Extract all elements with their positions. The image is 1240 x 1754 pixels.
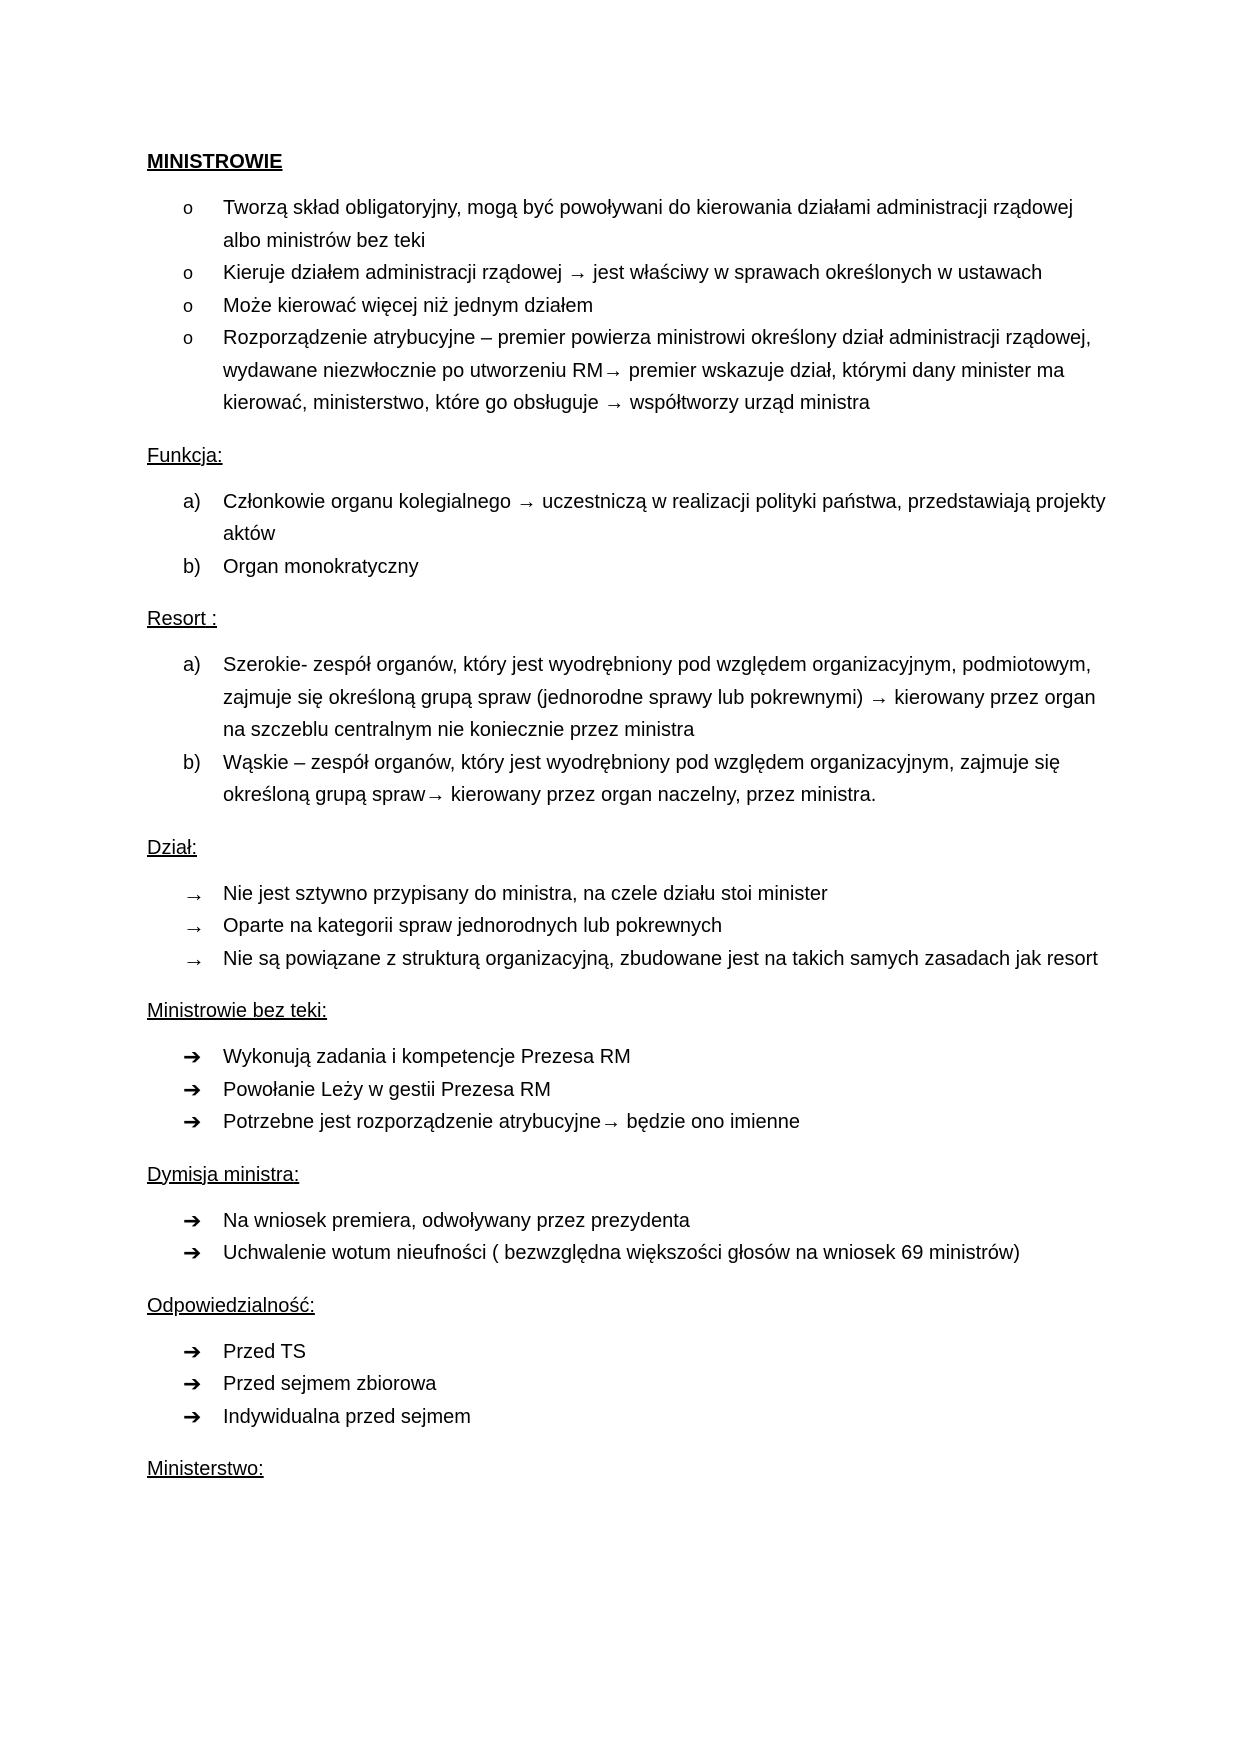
dymisja-list (147, 1205, 1107, 1270)
page-title: MINISTROWIE (147, 151, 283, 173)
list-item-text: Nie są powiązane z strukturą organizacyjną, zbudowane jest na takich samych zasadach jak resort (223, 947, 1098, 970)
list-item (147, 322, 1107, 420)
document-content (147, 146, 1107, 1499)
odpowiedzialnosc-list (147, 1336, 1107, 1434)
list-item-text: Organ monokratyczny (223, 555, 419, 578)
list-item-text: Potrzebne jest rozporządzenie atrybucyjne→ będzie ono imienne (223, 1111, 801, 1133)
list-item (147, 1074, 1107, 1107)
list-item (147, 1368, 1107, 1401)
section-heading-resort: Resort : (147, 608, 218, 630)
bold-arrow-right-icon: ➔ (183, 1371, 202, 1396)
arrow-right-icon: → (183, 880, 205, 906)
section-heading-odpowiedzialnosc: Odpowiedzialność: (147, 1294, 315, 1317)
section-heading-funkcja: Funkcja: (147, 444, 223, 467)
intro-list (147, 192, 1107, 420)
circle-bullet-icon: o (183, 263, 194, 283)
circle-bullet-icon: o (183, 295, 194, 316)
list-item-text: Na wniosek premiera, odwoływany przez prezydenta (223, 1209, 690, 1232)
bold-arrow-right-icon: ➔ (183, 1240, 202, 1265)
list-item-text: Wąskie – zespół organów, który jest wyodrębniony pod względem organizacyjnym, zajmuje się określoną grupą spraw→ kierowany przez organ naczelny, przez ministra. (223, 751, 1061, 806)
list-item (147, 943, 1107, 976)
dzial-list (147, 878, 1107, 976)
arrow-right-icon: → (183, 945, 205, 971)
list-item-text: Nie jest sztywno przypisany do ministra, na czele działu stoi minister (223, 882, 828, 905)
bold-arrow-right-icon: ➔ (183, 1076, 202, 1102)
circle-bullet-icon: o (183, 198, 194, 218)
list-item-text: Może kierować więcej niż jednym działem (223, 294, 594, 317)
circle-bullet-icon: o (183, 328, 194, 348)
list-letter: a) (183, 654, 201, 676)
list-item-text: Oparte na kategorii spraw jednorodnych lub pokrewnych (223, 915, 723, 937)
list-item (147, 649, 1107, 747)
list-item (147, 1237, 1107, 1270)
section-heading-dzial: Dział: (147, 836, 198, 859)
list-item-text: Szerokie- zespół organów, który jest wyodrębniony pod względem organizacyjnym, podmiotowym, zajmuje się określoną grupą spraw (jednorodne sprawy lub pokrewnymi) → kierowany przez organ na szczeblu centralnym nie koniecznie przez ministra (223, 654, 1096, 741)
bold-arrow-right-icon: ➔ (183, 1109, 202, 1134)
list-item (147, 257, 1107, 290)
list-item-text: Kieruje działem administracji rządowej → jest właściwy w sprawach określonych w ustawach (223, 262, 1043, 284)
list-item-text: Rozporządzenie atrybucyjne – premier powierza ministrowi określony dział administracji rządowej, wydawane niezwłocznie po utworzeniu RM→ premier wskazuje dział, którymi dany minister ma kierować, ministerstwo, które go obsługuje → współtworzy urząd ministra (223, 327, 1092, 414)
list-item (147, 290, 1107, 323)
list-letter: b) (183, 751, 201, 774)
funkcja-list (147, 486, 1107, 584)
bold-arrow-right-icon: ➔ (183, 1403, 202, 1429)
arrow-right-icon: → (183, 913, 205, 938)
section-heading-ministerstwo: Ministerstwo: (147, 1458, 264, 1480)
list-item-text: Uchwalenie wotum nieufności ( bezwzględna większości głosów na wniosek 69 ministrów) (223, 1242, 1021, 1264)
list-item (147, 486, 1107, 551)
list-item (147, 1336, 1107, 1369)
list-item (147, 747, 1107, 812)
list-item-text: Wykonują zadania i kompetencje Prezesa RM (223, 1046, 631, 1068)
list-item (147, 910, 1107, 943)
bold-arrow-right-icon: ➔ (183, 1044, 202, 1069)
bold-arrow-right-icon: ➔ (183, 1207, 202, 1233)
section-heading-ministrowie-bez-teki: Ministrowie bez teki: (147, 1000, 328, 1022)
list-item (147, 1401, 1107, 1434)
list-item (147, 1106, 1107, 1139)
list-item-text: Przed TS (223, 1340, 306, 1363)
resort-list (147, 649, 1107, 812)
bez-teki-list (147, 1041, 1107, 1139)
list-letter: a) (183, 490, 201, 513)
list-item-text: Członkowie organu kolegialnego → uczestniczą w realizacji polityki państwa, przedstawiają projekty aktów (223, 490, 1106, 545)
list-item (147, 1041, 1107, 1074)
list-item (147, 192, 1107, 257)
list-letter: b) (183, 555, 201, 578)
bold-arrow-right-icon: ➔ (183, 1338, 202, 1364)
list-item-text: Tworzą skład obligatoryjny, mogą być powoływani do kierowania działami administracji rządowej albo ministrów bez teki (223, 197, 1074, 252)
list-item (147, 1205, 1107, 1238)
list-item-text: Indywidualna przed sejmem (223, 1405, 471, 1428)
list-item-text: Powołanie Leży w gestii Prezesa RM (223, 1078, 551, 1101)
list-item-text: Przed sejmem zbiorowa (223, 1373, 437, 1395)
list-item (147, 878, 1107, 911)
section-heading-dymisja: Dymisja ministra: (147, 1163, 300, 1186)
list-item (147, 551, 1107, 584)
